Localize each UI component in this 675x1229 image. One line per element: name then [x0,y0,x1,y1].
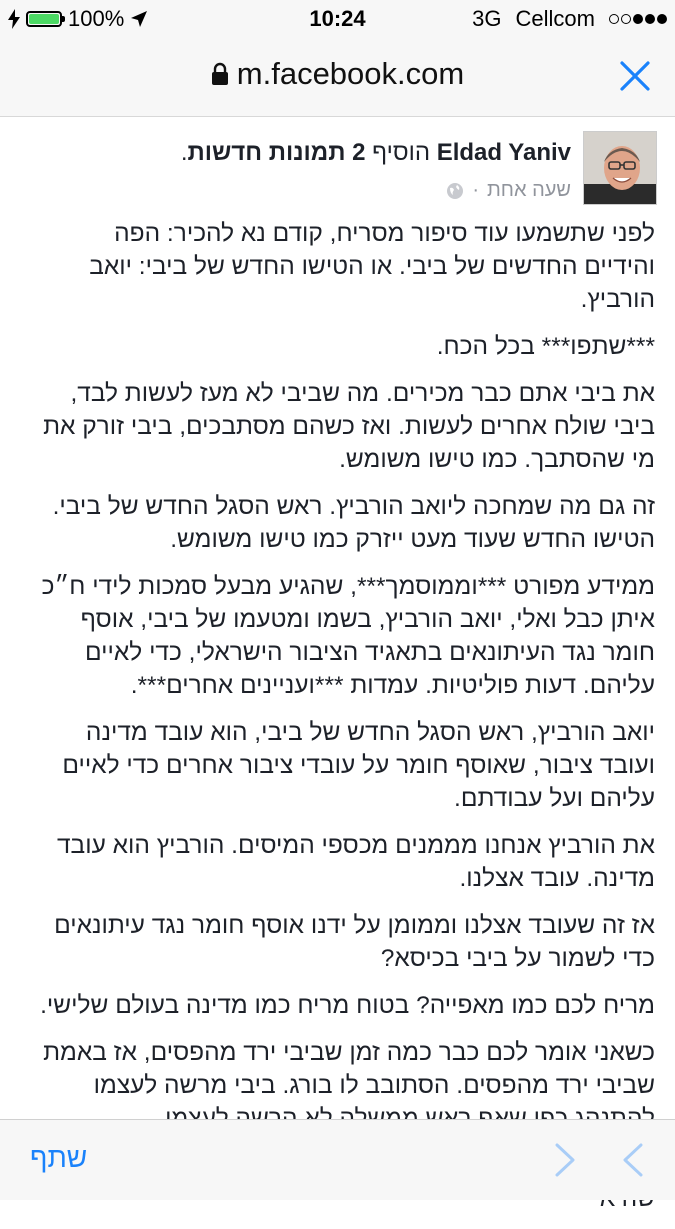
post-paragraph: מריח לכם כמו מאפייה? בטוח מריח כמו מדינה בעולם שלישי. [40,992,655,1019]
action-verb: הוסיף [372,139,431,166]
post-paragraph: את ביבי אתם כבר מכירים. מה שביבי לא מעז לעשות לבד, ביבי שולח אחרים לעשות. ואז כשהם מסתבכים, ביבי זורק את מי שהסתבך. כמו טישו משומש. [43,380,655,473]
post-meta [446,179,571,202]
post-paragraph: אז זה שעובד אצלנו וממומן על ידנו אוסף חומר נגד עיתונאים כדי לשמור על ביבי בכיסא? [54,912,655,972]
battery-percent: 100% [68,6,125,31]
post-time[interactable]: שעה אחת [486,179,571,201]
url-field[interactable] [0,56,675,92]
author-name[interactable]: Eldad Yaniv [436,139,571,166]
action-period: . [180,139,188,166]
post-paragraph: יואב הורביץ, ראש הסגל החדש של ביבי, הוא עובד מדינה ועובד ציבור, שאוסף חומר על עובדי ציבור אחרים כדי לאיים עליהם ועל עבודתם. [62,719,655,812]
post-header [0,131,675,207]
post-paragraph: כשאני אומר לכם כבר כמה זמן שביבי ירד מהפסים, אז באמת שביבי ירד מהפסים. הסתובב לו בורג. ביבי מרשה לעצמו [43,1039,655,1099]
action-object[interactable]: תמונות חדשות [187,139,346,166]
meta-separator: · [472,179,479,201]
clock: 10:24 [309,6,366,31]
post-headline [181,139,571,167]
post-paragraph: לפני שתשמעו עוד סיפור מסריח, קודם נא להכיר: הפה והידיים החדשים של ביבי. או הטישו החדש של ביבי: יואב הורביץ. [89,220,655,313]
chevron-right-icon[interactable] [553,1142,577,1178]
network-type: 3G [472,6,502,31]
share-button[interactable]: שתף [30,1142,88,1173]
close-icon[interactable] [617,58,653,94]
post-paragraph: את הורביץ אנחנו מממנים מכספי המיסים. הורביץ הוא עובד מדינה. עובד אצלנו. [56,832,655,892]
photo-count: 2 [352,139,366,166]
signal-dots-icon [609,14,667,24]
avatar[interactable] [583,131,657,205]
carrier-name: Cellcom [515,6,595,31]
avatar-image [584,132,656,204]
status-right [472,0,667,38]
post-paragraph: ממידע מפורט ***וממוסמך***, שהגיע מבעל סמכות לידי ח״כ איתן כבל ואלי, יואב הורביץ, בשמו ומטעמו של ביבי, אוסף חומר נגד העיתונאים בתאגיד הציבור הישראלי, כדי לאיים עליהם. דעות פוליטיות. עמדות ***ועניינים אחרים***. [41,573,655,699]
facebook-post [0,117,675,1120]
address-bar [0,38,675,117]
globe-icon [446,182,464,200]
chevron-left-icon[interactable] [621,1142,645,1178]
lock-icon [211,62,229,86]
post-body [38,217,655,1229]
bottom-toolbar [0,1119,675,1200]
post-paragraph: ***שתפו*** בכל הכח. [436,333,655,360]
url-text: m.facebook.com [236,56,465,91]
post-paragraph: זה גם מה שמחכה ליואב הורביץ. ראש הסגל החדש של ביבי. הטישו החדש שעוד מעט ייזרק כמו טישו משומש. [52,493,655,553]
status-bar [0,0,675,38]
